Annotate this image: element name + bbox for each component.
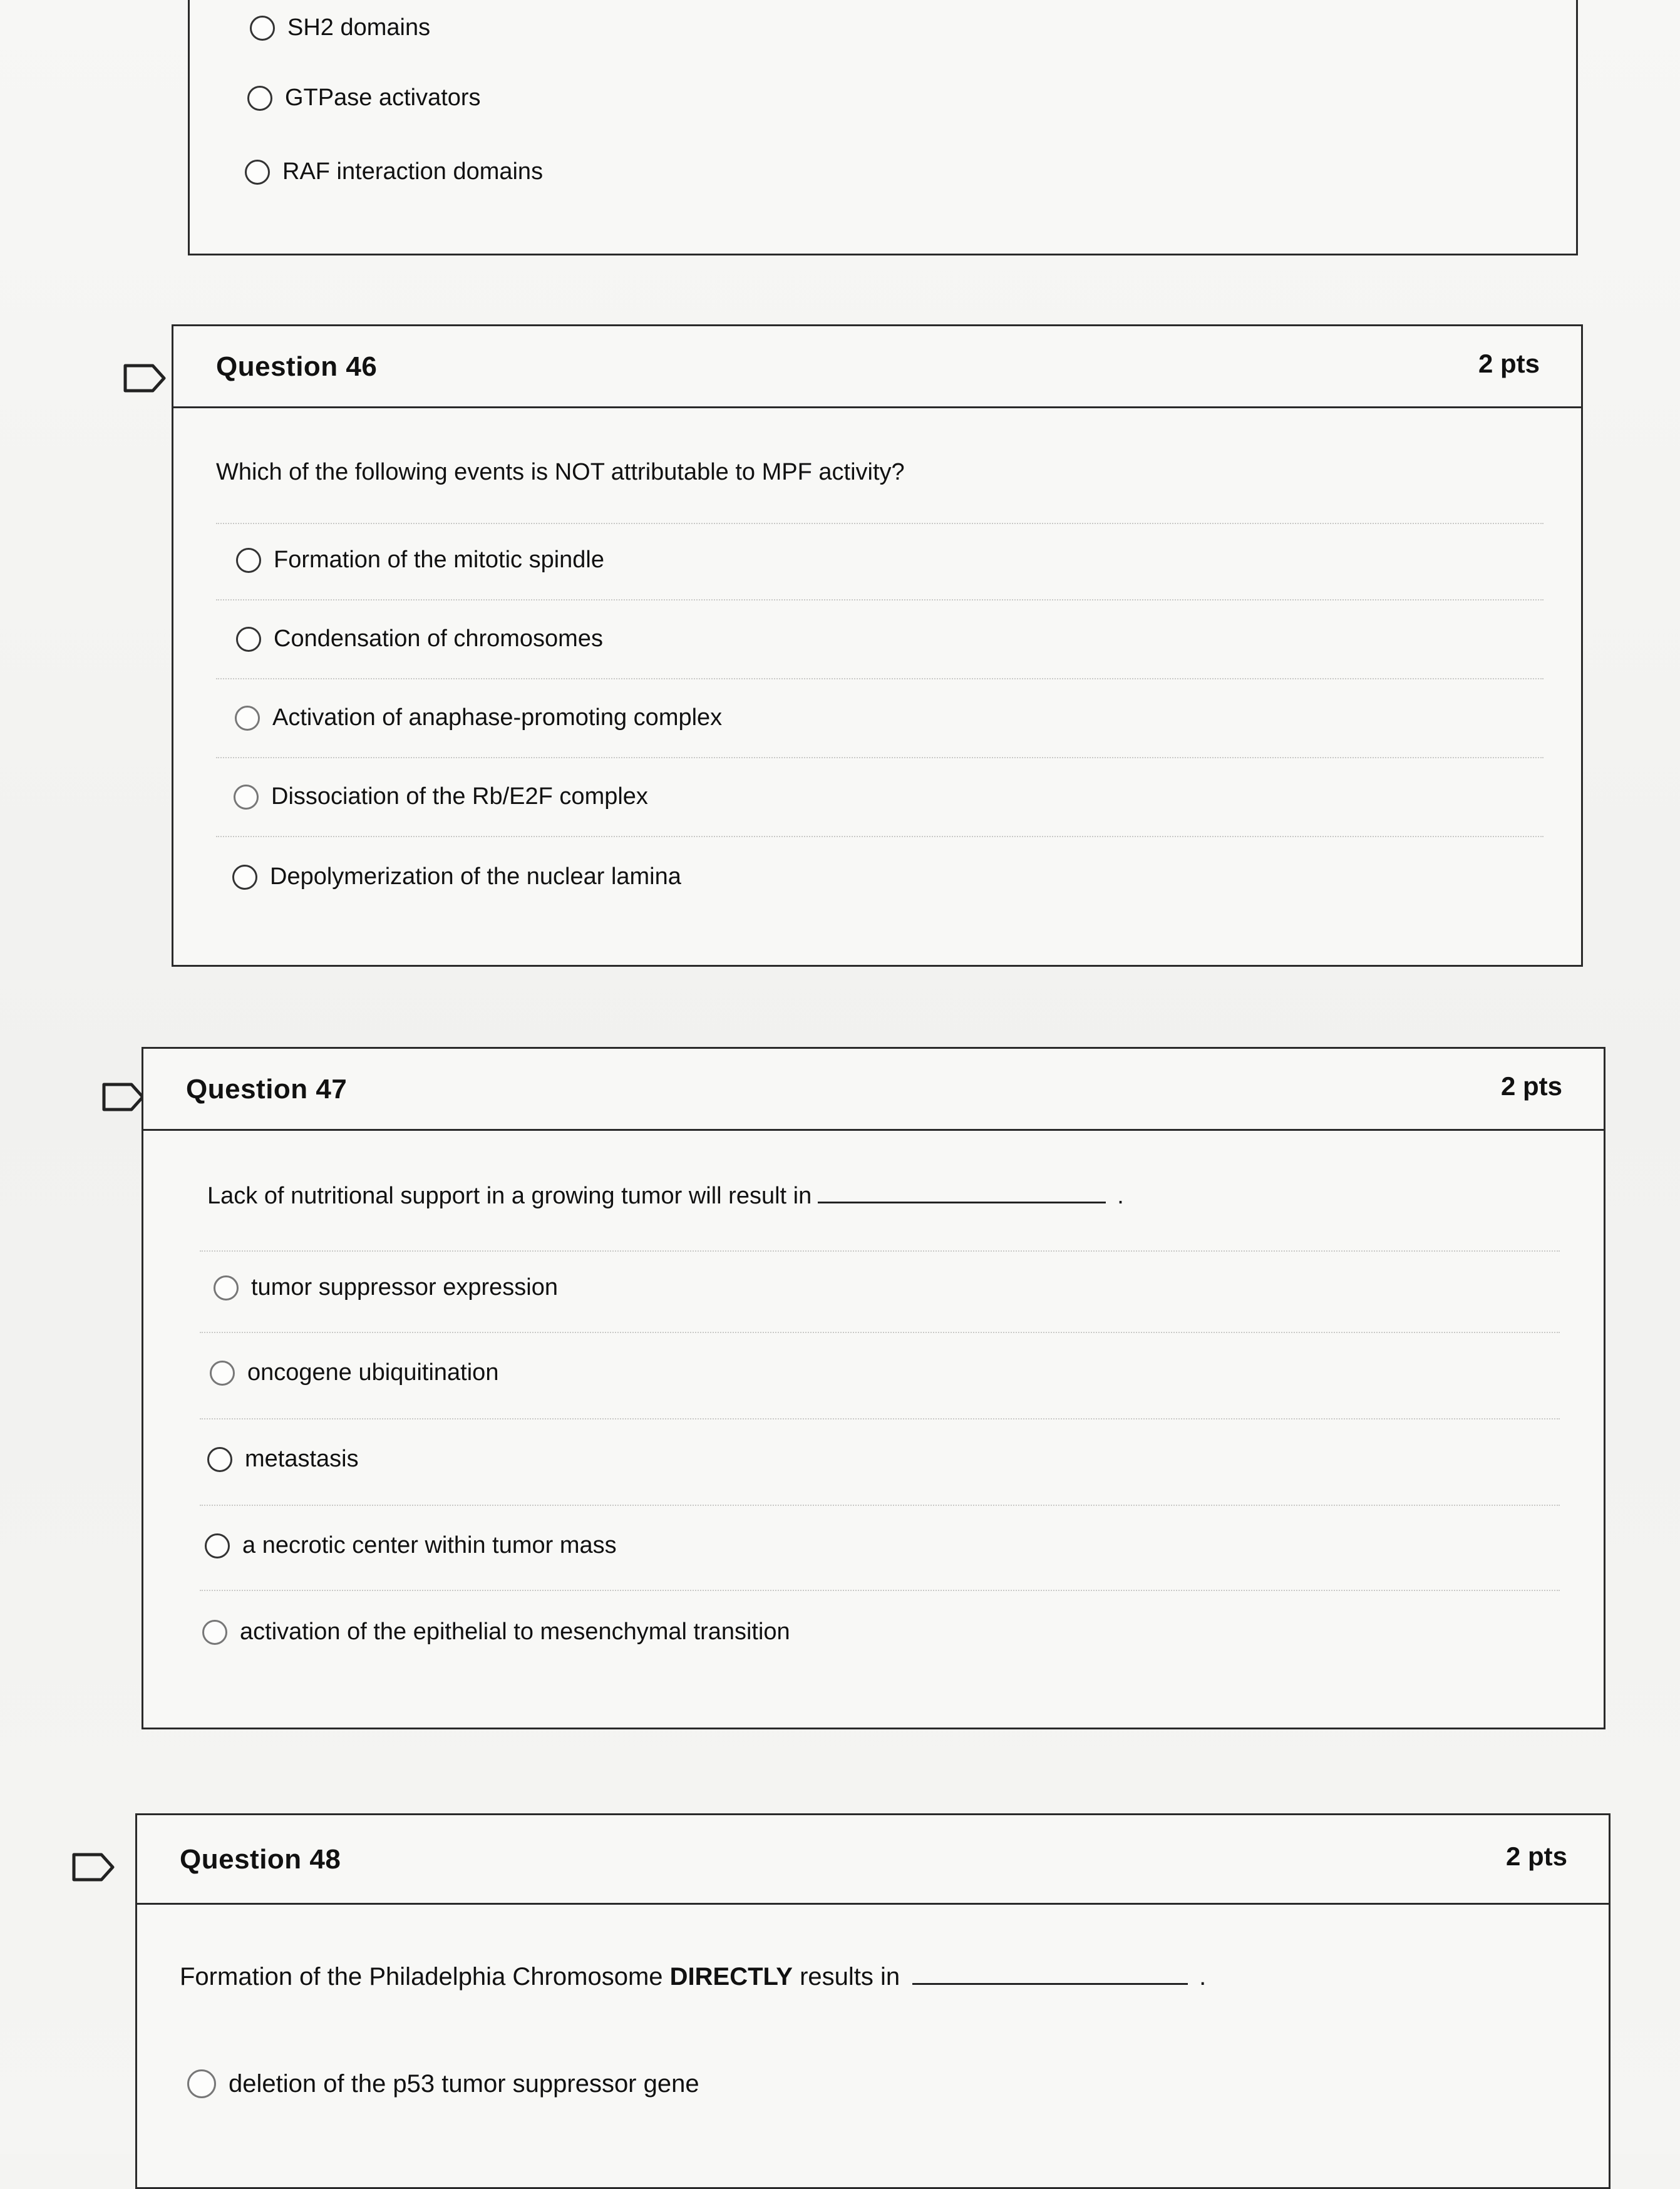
- q46-option-1[interactable]: [236, 547, 604, 574]
- q47-option-2[interactable]: [210, 1359, 498, 1386]
- q48-option-1[interactable]: [187, 2069, 699, 2098]
- q45-option-1[interactable]: [250, 14, 430, 41]
- q47-option-1-label: tumor suppressor expression: [251, 1274, 558, 1301]
- q47-option-1[interactable]: [214, 1274, 558, 1301]
- question-48-card: [135, 1813, 1610, 2189]
- q47-option-5-label: activation of the epithelial to mesenchymal transition: [240, 1619, 790, 1645]
- radio-button-icon[interactable]: [235, 706, 260, 731]
- question-47-header: [143, 1049, 1604, 1131]
- q46-option-4[interactable]: [234, 783, 648, 810]
- q46-option-5-label: Depolymerization of the nuclear lamina: [270, 863, 681, 890]
- question-48-prompt-text: Formation of the Philadelphia Chromosome: [180, 1963, 663, 1991]
- question-46-header: [173, 326, 1581, 408]
- question-48-prompt-emphasis: DIRECTLY: [669, 1963, 793, 1991]
- question-47-points: 2 pts: [1500, 1071, 1562, 1101]
- question-47-title: Question 47: [186, 1074, 348, 1105]
- question-48-header: [137, 1815, 1609, 1905]
- question-47-prompt-text: Lack of nutritional support in a growing tumor will result in: [207, 1183, 812, 1209]
- q47-option-3[interactable]: [207, 1446, 359, 1473]
- q46-option-1-label: Formation of the mitotic spindle: [274, 547, 605, 573]
- radio-button-icon[interactable]: [236, 627, 261, 652]
- question-48-prompt-end: .: [1199, 1963, 1207, 1991]
- q45-option-3-label: RAF interaction domains: [282, 158, 544, 185]
- question-46-prompt: Which of the following events is NOT attributable to MPF activity?: [216, 459, 905, 485]
- q46-option-4-label: Dissociation of the Rb/E2F complex: [271, 783, 648, 810]
- q47-option-4[interactable]: [205, 1532, 617, 1559]
- radio-button-icon[interactable]: [247, 86, 272, 111]
- question-45-card: [188, 0, 1578, 255]
- divider: [200, 1590, 1560, 1591]
- radio-button-icon[interactable]: [236, 548, 261, 573]
- flag-bookmark-icon[interactable]: [123, 363, 167, 393]
- q45-option-2-label: GTPase activators: [285, 85, 481, 111]
- radio-button-icon[interactable]: [205, 1533, 230, 1558]
- answer-blank: [912, 1964, 1188, 1985]
- question-46-points: 2 pts: [1478, 349, 1540, 378]
- divider: [216, 599, 1543, 600]
- answer-blank: [818, 1183, 1106, 1203]
- q45-option-1-label: SH2 domains: [287, 14, 431, 41]
- question-48-points: 2 pts: [1505, 1841, 1567, 1871]
- q46-option-5[interactable]: [232, 863, 681, 890]
- question-47-prompt: [207, 1183, 1124, 1210]
- divider: [216, 523, 1543, 524]
- question-46-title: Question 46: [216, 351, 378, 382]
- q48-option-1-label: deletion of the p53 tumor suppressor gene: [229, 2069, 699, 2098]
- question-48-prompt: [180, 1963, 1206, 1991]
- question-48-title: Question 48: [180, 1844, 341, 1875]
- divider: [200, 1250, 1560, 1252]
- radio-button-icon[interactable]: [250, 16, 275, 41]
- flag-bookmark-icon[interactable]: [71, 1852, 115, 1882]
- question-46-card: [172, 324, 1583, 967]
- q46-option-2-label: Condensation of chromosomes: [274, 626, 603, 652]
- radio-button-icon[interactable]: [214, 1275, 239, 1301]
- radio-button-icon[interactable]: [202, 1620, 227, 1645]
- divider: [200, 1505, 1560, 1506]
- radio-button-icon[interactable]: [232, 865, 257, 890]
- question-48-prompt-tail: results in: [800, 1963, 900, 1991]
- q45-option-2[interactable]: [247, 85, 481, 111]
- divider: [216, 678, 1543, 679]
- flag-bookmark-icon[interactable]: [101, 1082, 145, 1112]
- q47-option-3-label: metastasis: [245, 1446, 359, 1472]
- radio-button-icon[interactable]: [187, 2069, 216, 2098]
- divider: [200, 1332, 1560, 1333]
- q47-option-5[interactable]: [202, 1619, 790, 1646]
- radio-button-icon[interactable]: [207, 1447, 232, 1472]
- divider: [200, 1418, 1560, 1419]
- q45-option-3[interactable]: [245, 158, 543, 185]
- radio-button-icon[interactable]: [210, 1361, 235, 1386]
- radio-button-icon[interactable]: [245, 160, 270, 185]
- divider: [216, 757, 1543, 758]
- q47-option-2-label: oncogene ubiquitination: [247, 1359, 499, 1386]
- radio-button-icon[interactable]: [234, 785, 259, 810]
- divider: [216, 836, 1543, 837]
- question-47-prompt-end: .: [1117, 1183, 1124, 1209]
- question-47-card: [142, 1047, 1605, 1729]
- q46-option-3[interactable]: [235, 704, 722, 731]
- q47-option-4-label: a necrotic center within tumor mass: [242, 1532, 617, 1558]
- q46-option-3-label: Activation of anaphase-promoting complex: [272, 704, 723, 731]
- q46-option-2[interactable]: [236, 626, 603, 652]
